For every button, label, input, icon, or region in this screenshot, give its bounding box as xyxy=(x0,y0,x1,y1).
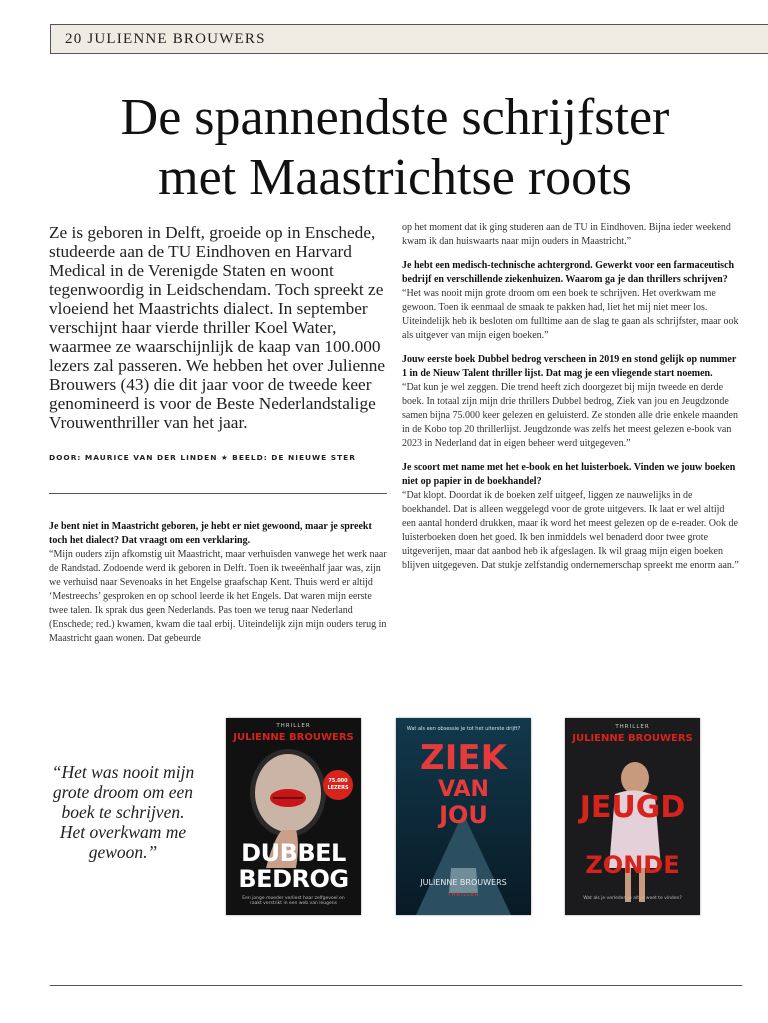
book-2-author: JULIENNE BROUWERS xyxy=(420,878,507,887)
book-2-title-1: ZIEK xyxy=(420,738,507,778)
book-1-title-2: BEDROG xyxy=(238,865,349,893)
book-3-title-1: JEUGD xyxy=(579,790,686,825)
answer-3: “Dat kun je wel zeggen. Die trend heeft zich doorgezet bij mijn tweede en derde boek. In totaal zijn mijn drie thrillers Dubbel bedrog, Ziek van jou en Jeugdzonde samen bijna 75.000 keer gelezen en geluisterd. Ze stonden alle drie enkele maanden in de Kobo top 20 thrillerlijst. Jeugdzonde was zelfs het meest gelezen e-book van 2023 in Nederland dat in eigen beheer werd uitgegeven.” xyxy=(402,382,738,449)
bottom-divider xyxy=(50,985,742,986)
book-2-tagline: Wat als een obsessie je tot het uiterste drijft? xyxy=(406,726,521,732)
book-1-author: JULIENNE BROUWERS xyxy=(233,732,354,743)
page-header xyxy=(50,24,768,54)
byline: DOOR: MAURICE VAN DER LINDEN ★ BEELD: DE NIEUWE STER xyxy=(49,453,356,462)
answer-1: “Mijn ouders zijn afkomstig uit Maastricht, maar verhuisden vanwege het werk naar de Randstad. Zodoende werd ik geboren in Delft. Toen ik tweeënhalf jaar was, zijn we verhuisd naar Sevenoaks in het Engelse graafschap Kent. Thuis werd er altijd ‘Mestreechs’ gesproken en op school leerde ik het Engels. Dat waren mijn eerste twee talen. Ik sprak dus geen Nederlands. Pas toen we terug naar Nederland (Enschede; red.) kwamen, kwam die taal erbij. Uiteindelijk zijn mijn ouders terug in Maastricht gaan wonen. Dat gebeurde xyxy=(49,549,387,644)
book-2-title-2: VAN xyxy=(438,777,489,802)
book-3-tagline: Wat als je verleden je altijd weet te vinden? xyxy=(583,896,682,901)
book-1-genre: THRILLER xyxy=(276,723,311,729)
book-2-title-3: JOU xyxy=(439,801,488,829)
question-1: Je bent niet in Maastricht geboren, je hebt er niet gewoond, maar je spreekt toch het dialect? Dat vraagt om een verklaring. xyxy=(49,521,372,546)
book-cover-jeugdzonde xyxy=(565,718,700,915)
question-4: Je scoort met name met het e-book en het luisterboek. Vinden we jouw boeken niet op papier in de boekhandel? xyxy=(402,462,736,487)
headline-line-2: met Maastrichtse roots xyxy=(158,149,632,206)
answer-4: “Dat klopt. Doordat ik de boeken zelf uitgeef, liggen ze nauwelijks in de boekhandel. Dat is alleen weggelegd voor de grote uitgevers. Ik laat er wel altijd een aantal honderd drukken, maar ik word het meest gelezen op de e-reader. Ook de luisterboeken doen het goed. Ik ben inmiddels wel benaderd door twee grote uitgeverijen, maar dat aanbod heb ik afgeslagen. Ik wil graag mijn eigen boeken blijven uitgegeven. Dat stukje zelfstandig ondernemerschap spreekt me enorm aan.” xyxy=(402,490,739,571)
headline xyxy=(40,88,750,208)
book-1-tagline: Een jonge moeder verliest haar zelfgevoel en raakt verstrikt in een web van leugens xyxy=(242,896,345,906)
book-cover-ziek-van-jou xyxy=(396,718,531,915)
question-2: Je hebt een medisch-technische achtergrond. Gewerkt voor een farmaceutisch bedrijf en verschillende ziekenhuizen. Waarom ga je dan thrillers schrijven? xyxy=(402,260,735,285)
book-3-genre: THRILLER xyxy=(615,724,650,730)
book-3-title-2: ZONDE xyxy=(585,851,680,879)
interview-column-left xyxy=(49,520,387,646)
book-2-genre: THRILLER xyxy=(447,892,480,898)
answer-2: “Het was nooit mijn grote droom om een boek te schrijven. Het overkwam me gewoon. Toen ik eenmaal de smaak te pakken had, liet het mij niet meer los. Uiteindelijk heb ik besloten om fulltime aan de slag te gaan als schrijfster, maar ook als uitgever van mijn eigen boeken.” xyxy=(402,288,739,341)
book-1-badge: 75.000 LEZERS xyxy=(323,770,353,800)
divider xyxy=(49,493,387,494)
book-1-title-1: DUBBEL xyxy=(241,839,346,867)
page-header-label: 20 JULIENNE BROUWERS xyxy=(65,31,266,47)
book-3-author: JULIENNE BROUWERS xyxy=(572,733,693,744)
intro-paragraph: Ze is geboren in Delft, groeide op in Enschede, studeerde aan de TU Eindhoven en Harvard Medical in de Verenigde Staten en woont tegenwoordig in Leidschendam. Toch spreekt ze vloeiend het Maastrichts dialect. In september verschijnt haar vierde thriller Koel Water, waarmee ze waarschijnlijk de kaap van 100.000 lezers zal passeren. We hebben het over Julienne Brouwers (43) die dit jaar voor de tweede keer genomineerd is voor de Beste Nederlandstalige Vrouwenthriller van het jaar. xyxy=(49,223,386,432)
answer-1-continued: op het moment dat ik ging studeren aan de TU in Eindhoven. Bijna ieder weekend kwam ik dan huiswaarts naar mijn ouders in Maastricht.” xyxy=(402,222,731,247)
headline-line-1: De spannendste schrijfster xyxy=(120,89,670,146)
book-cover-dubbel-bedrog xyxy=(226,718,361,915)
pull-quote: “Het was nooit mijn grote droom om een boek te schrijven. Het overkwam me gewoon.” xyxy=(51,762,195,862)
question-3: Jouw eerste boek Dubbel bedrog verscheen in 2019 en stond gelijk op nummer 1 in de Nieuw Talent thriller lijst. Dat mag je een vliegende start noemen. xyxy=(402,354,737,379)
interview-column-right xyxy=(402,221,740,573)
